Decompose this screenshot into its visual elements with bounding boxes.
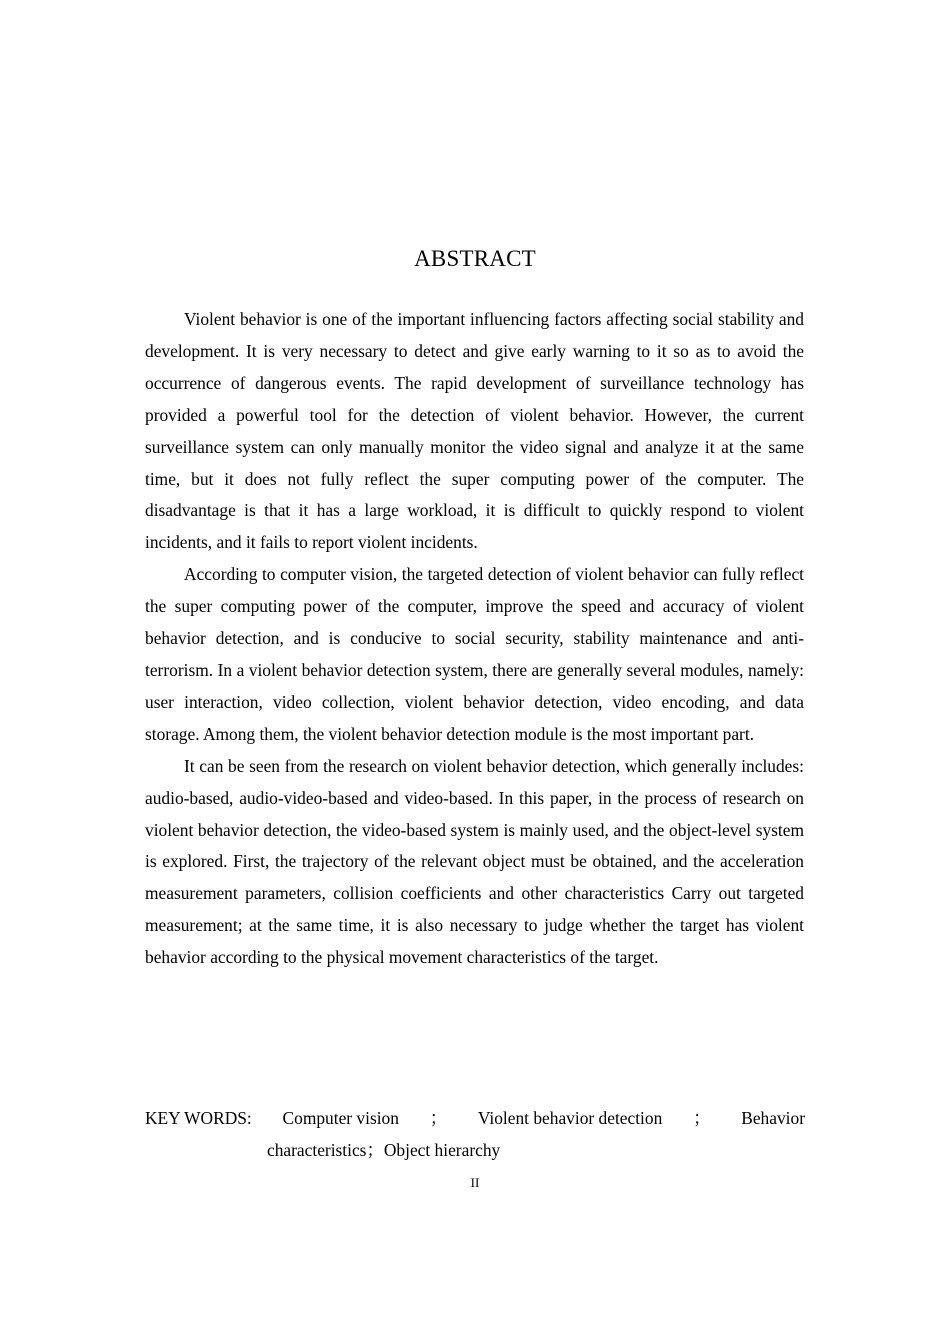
keyword-computer-vision: Computer vision (282, 1108, 399, 1128)
abstract-body (145, 304, 804, 974)
abstract-paragraph-1: Violent behavior is one of the important influencing factors affecting social stability and development. It is very necessary to detect and give early warning to it so as to avoid the occurrence of dangerous events. The rapid development of surveillance technology has provided a powerful tool for the detection of violent behavior. However, the current surveillance system can only manually monitor the video signal and analyze it at the same time, but it does not fully reflect the super computing power of the computer. The disadvantage is that it has a large workload, it is difficult to quickly respond to violent incidents, and it fails to report violent incidents. (145, 309, 804, 553)
keyword-separator: ； (366, 1140, 384, 1160)
keyword-separator: ； (693, 1108, 711, 1128)
keywords-line-1 (145, 1102, 805, 1134)
keyword-behavior-end: characteristics (267, 1140, 367, 1160)
abstract-paragraph-2: According to computer vision, the targeted detection of violent behavior can fully reflect the super computing power of the computer, improve the speed and accuracy of violent behavior detection, and is conducive to social security, stability maintenance and anti-terrorism. In a violent behavior detection system, there are generally several modules, namely: user interaction, video collection, violent behavior detection, video encoding, and data storage. Among them, the violent behavior detection module is the most important part. (145, 564, 804, 744)
abstract-title: ABSTRACT (414, 246, 536, 271)
page-number: II (470, 1175, 480, 1190)
keywords-block (145, 1102, 805, 1166)
keyword-violent-behavior-detection: Violent behavior detection (477, 1108, 663, 1128)
abstract-paragraph-3: It can be seen from the research on violent behavior detection, which generally includes: audio-based, audio-video-based and video-based. In this paper, in the process of research on violent behavior detection, the video-based system is mainly used, and the object-level system is explored. First, the trajectory of the relevant object must be obtained, and the acceleration measurement parameters, collision coefficients and other characteristics Carry out targeted measurement; at the same time, it is also necessary to judge whether the target has violent behavior according to the physical movement characteristics of the target. (145, 755, 804, 968)
keyword-object-hierarchy: Object hierarchy (383, 1140, 501, 1160)
keyword-separator: ； (429, 1108, 448, 1128)
keywords-label: KEY WORDS: (145, 1108, 252, 1128)
keyword-behavior-start: Behavior (741, 1108, 805, 1128)
keywords-line-2 (145, 1134, 805, 1166)
